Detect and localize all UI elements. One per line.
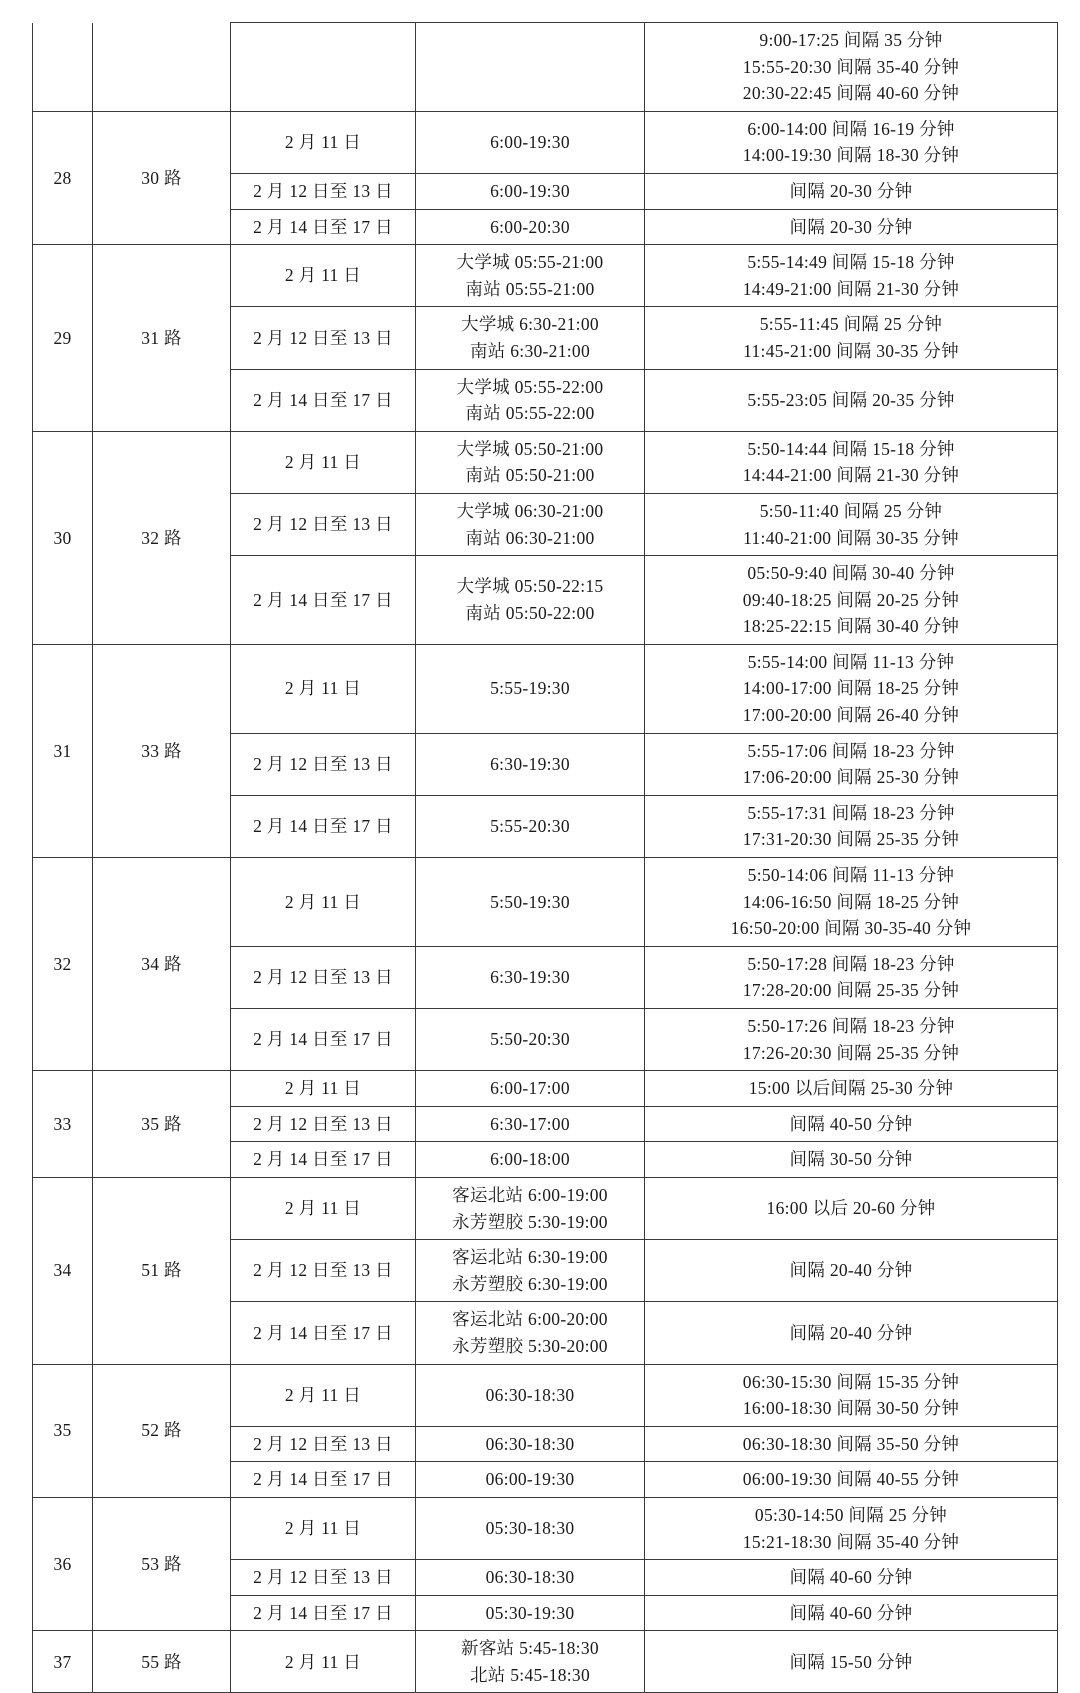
cell-line: 6:30-19:30: [490, 967, 570, 988]
date-cell: [231, 1426, 416, 1462]
cell-line: 间隔 30-50 分钟: [789, 1149, 913, 1170]
cell-line: 2 月 12 日至 13 日: [253, 967, 393, 988]
cell-line: 2 月 11 日: [284, 891, 362, 912]
cell-line: 2 月 14 日至 17 日: [253, 1149, 393, 1170]
interval-cell: [645, 1462, 1058, 1498]
interval-cell: [645, 173, 1058, 209]
cell-line: 大学城 05:50-22:15: [456, 576, 604, 597]
cell-line: 05:30-19:30: [485, 1602, 575, 1623]
cell-line: 05:50-9:40 间隔 30-40 分钟: [747, 563, 955, 584]
cell-line: 间隔 40-60 分钟: [789, 1567, 913, 1588]
interval-cell: [645, 1426, 1058, 1462]
route-name-cell: 53 路: [93, 1497, 231, 1630]
cell-line: 5:55-20:30: [490, 816, 570, 837]
date-cell: [231, 1497, 416, 1559]
interval-cell: [645, 1631, 1058, 1693]
schedule-body: [33, 23, 1058, 1693]
cell-line: 5:55-14:49 间隔 15-18 分钟: [747, 252, 955, 273]
interval-cell: [645, 307, 1058, 369]
date-cell: [231, 1364, 416, 1426]
operating-hours-cell: [416, 1426, 645, 1462]
operating-hours-cell: [416, 1177, 645, 1239]
table-row: [33, 431, 1058, 493]
cell-line: 5:50-20:30: [490, 1029, 570, 1050]
cell-line: 05:30-14:50 间隔 25 分钟: [754, 1504, 948, 1525]
operating-hours-cell: [416, 111, 645, 173]
cell-line: 2 月 14 日至 17 日: [253, 589, 393, 610]
operating-hours-cell: [416, 1009, 645, 1071]
operating-hours-cell: [416, 245, 645, 307]
operating-hours-cell: [416, 1071, 645, 1107]
cell-line: 6:30-19:30: [490, 753, 570, 774]
operating-hours-cell: [416, 1595, 645, 1631]
interval-cell: [645, 946, 1058, 1008]
cell-line: 南站 06:30-21:00: [465, 527, 595, 548]
date-cell: [231, 946, 416, 1008]
cell-line: 2 月 12 日至 13 日: [253, 180, 393, 201]
operating-hours-cell: [416, 644, 645, 733]
date-cell: [231, 431, 416, 493]
cell-line: 2 月 11 日: [284, 1198, 362, 1219]
operating-hours-cell: [416, 1142, 645, 1178]
cell-line: 6:00-20:30: [490, 216, 570, 237]
operating-hours-cell: [416, 1631, 645, 1693]
date-cell: [231, 795, 416, 857]
interval-cell: [645, 1071, 1058, 1107]
row-index-cell: 32: [33, 858, 93, 1071]
cell-line: 06:00-19:30 间隔 40-55 分钟: [742, 1469, 960, 1490]
cell-line: 2 月 12 日至 13 日: [253, 1113, 393, 1134]
interval-cell: [645, 493, 1058, 555]
operating-hours-cell: [416, 1364, 645, 1426]
date-cell: [231, 1009, 416, 1071]
cell-line: 17:26-20:30 间隔 25-35 分钟: [742, 1042, 960, 1063]
route-name-cell: 35 路: [93, 1071, 231, 1178]
table-row: [33, 1177, 1058, 1239]
interval-cell: [645, 1497, 1058, 1559]
cell-line: 大学城 6:30-21:00: [461, 314, 599, 335]
cell-line: 6:00-19:30: [490, 132, 570, 153]
cell-line: 9:00-17:25 间隔 35 分钟: [759, 30, 943, 50]
cell-line: 5:50-17:26 间隔 18-23 分钟: [747, 1016, 955, 1036]
cell-line: 5:55-17:31 间隔 18-23 分钟: [747, 802, 955, 823]
cell-line: 06:30-18:30 间隔 35-50 分钟: [742, 1433, 960, 1454]
row-index-cell: [33, 23, 93, 112]
cell-line: 16:50-20:00 间隔 30-35-40 分钟: [730, 918, 972, 939]
interval-cell: [645, 644, 1058, 733]
table-row: [33, 858, 1058, 947]
cell-line: 5:55-23:05 间隔 20-35 分钟: [747, 389, 955, 410]
cell-line: 2 月 11 日: [284, 265, 362, 286]
interval-cell: [645, 733, 1058, 795]
cell-line: 2 月 11 日: [284, 1518, 362, 1539]
cell-line: 2 月 11 日: [284, 1078, 362, 1099]
cell-line: 大学城 05:55-22:00: [456, 376, 604, 397]
interval-cell: [645, 1106, 1058, 1142]
cell-line: 5:55-14:00 间隔 11-13 分钟: [747, 651, 955, 672]
cell-line: 5:55-17:06 间隔 18-23 分钟: [747, 740, 955, 761]
operating-hours-cell: [416, 556, 645, 645]
cell-line: 5:50-19:30: [490, 891, 570, 912]
operating-hours-cell: [416, 1240, 645, 1302]
date-cell: [231, 1240, 416, 1302]
route-name-cell: 51 路: [93, 1177, 231, 1364]
cell-line: 5:55-19:30: [490, 678, 570, 699]
cell-line: 2 月 14 日至 17 日: [253, 216, 393, 237]
cell-line: 06:00-19:30: [485, 1469, 575, 1490]
cell-line: 客运北站 6:30-19:00: [452, 1247, 608, 1268]
cell-line: 2 月 14 日至 17 日: [253, 1322, 393, 1343]
cell-line: 2 月 12 日至 13 日: [253, 1567, 393, 1588]
cell-line: 间隔 40-50 分钟: [789, 1113, 913, 1134]
interval-cell: [645, 245, 1058, 307]
date-cell: [231, 1560, 416, 1596]
date-cell: [231, 733, 416, 795]
route-name-cell: 31 路: [93, 245, 231, 432]
operating-hours-cell: [416, 369, 645, 431]
cell-line: 2 月 11 日: [284, 678, 362, 699]
operating-hours-cell: [416, 1497, 645, 1559]
operating-hours-cell: [416, 431, 645, 493]
cell-line: 20:30-22:45 间隔 40-60 分钟: [742, 83, 960, 104]
cell-line: 5:50-14:44 间隔 15-18 分钟: [747, 438, 955, 459]
date-cell: [231, 1302, 416, 1364]
cell-line: 06:30-15:30 间隔 15-35 分钟: [742, 1371, 960, 1392]
cell-line: 永芳塑胶 6:30-19:00: [452, 1273, 608, 1294]
cell-line: 永芳塑胶 5:30-20:00: [452, 1335, 608, 1356]
cell-line: 南站 05:55-21:00: [465, 278, 595, 299]
cell-line: 17:00-20:00 间隔 26-40 分钟: [742, 705, 960, 726]
cell-line: 2 月 14 日至 17 日: [253, 1029, 393, 1050]
interval-cell: [645, 1302, 1058, 1364]
cell-line: 6:00-17:00: [490, 1078, 570, 1099]
row-index-cell: 31: [33, 644, 93, 857]
interval-cell: [645, 1142, 1058, 1178]
cell-line: 18:25-22:15 间隔 30-40 分钟: [742, 616, 960, 637]
operating-hours-cell: [416, 946, 645, 1008]
cell-line: 新客站 5:45-18:30: [461, 1638, 599, 1659]
route-name-cell: 30 路: [93, 111, 231, 244]
cell-line: 大学城 06:30-21:00: [456, 500, 604, 521]
row-index-cell: 35: [33, 1364, 93, 1497]
interval-cell: [645, 858, 1058, 947]
cell-line: 15:55-20:30 间隔 35-40 分钟: [742, 56, 960, 77]
date-cell: [231, 369, 416, 431]
cell-line: 2 月 14 日至 17 日: [253, 389, 393, 410]
cell-line: 间隔 40-60 分钟: [789, 1602, 913, 1623]
bus-schedule-table: [32, 22, 1058, 1693]
cell-line: 永芳塑胶 5:30-19:00: [452, 1211, 608, 1232]
row-index-cell: 30: [33, 431, 93, 644]
interval-cell: [645, 23, 1058, 112]
cell-line: 6:00-19:30: [490, 180, 570, 201]
table-row: [33, 1364, 1058, 1426]
cell-line: 间隔 20-40 分钟: [789, 1322, 913, 1343]
cell-line: 间隔 20-30 分钟: [789, 180, 913, 201]
cell-line: 2 月 12 日至 13 日: [253, 1260, 393, 1281]
date-cell: [231, 111, 416, 173]
route-name-cell: 55 路: [93, 1631, 231, 1693]
cell-line: 南站 6:30-21:00: [469, 340, 591, 361]
cell-line: 15:00 以后间隔 25-30 分钟: [748, 1078, 954, 1099]
row-index-cell: 36: [33, 1497, 93, 1630]
cell-line: 17:31-20:30 间隔 25-35 分钟: [742, 829, 960, 850]
operating-hours-cell: [416, 858, 645, 947]
interval-cell: [645, 556, 1058, 645]
cell-line: 14:06-16:50 间隔 18-25 分钟: [742, 891, 960, 912]
cell-line: 17:28-20:00 间隔 25-35 分钟: [742, 980, 960, 1001]
interval-cell: [645, 1009, 1058, 1071]
cell-line: 5:50-17:28 间隔 18-23 分钟: [747, 953, 955, 974]
interval-cell: [645, 431, 1058, 493]
table-row: [33, 1631, 1058, 1693]
row-index-cell: 29: [33, 245, 93, 432]
interval-cell: [645, 1177, 1058, 1239]
date-cell: [231, 1462, 416, 1498]
interval-cell: [645, 795, 1058, 857]
schedule-sheet: [32, 22, 1057, 1693]
cell-line: 2 月 11 日: [284, 1651, 362, 1672]
cell-line: 05:30-18:30: [485, 1518, 575, 1539]
table-row: [33, 111, 1058, 173]
operating-hours-cell: [416, 23, 645, 112]
cell-line: 客运北站 6:00-20:00: [452, 1309, 608, 1330]
operating-hours-cell: [416, 493, 645, 555]
cell-line: 北站 5:45-18:30: [469, 1664, 591, 1685]
cell-line: 14:44-21:00 间隔 21-30 分钟: [742, 465, 960, 486]
date-cell: [231, 556, 416, 645]
cell-line: 间隔 20-40 分钟: [789, 1260, 913, 1281]
route-name-cell: [93, 23, 231, 112]
cell-line: 5:55-11:45 间隔 25 分钟: [759, 314, 943, 335]
cell-line: 2 月 11 日: [284, 452, 362, 473]
interval-cell: [645, 369, 1058, 431]
operating-hours-cell: [416, 795, 645, 857]
cell-line: 5:50-11:40 间隔 25 分钟: [759, 500, 943, 521]
cell-line: 2 月 14 日至 17 日: [253, 816, 393, 837]
date-cell: [231, 1142, 416, 1178]
row-index-cell: 34: [33, 1177, 93, 1364]
cell-line: 14:49-21:00 间隔 21-30 分钟: [742, 278, 960, 299]
table-row: [33, 1497, 1058, 1559]
cell-line: 16:00 以后 20-60 分钟: [766, 1198, 936, 1219]
cell-line: 11:40-21:00 间隔 30-35 分钟: [743, 527, 959, 548]
cell-line: 客运北站 6:00-19:00: [452, 1184, 608, 1205]
operating-hours-cell: [416, 173, 645, 209]
operating-hours-cell: [416, 209, 645, 245]
interval-cell: [645, 209, 1058, 245]
cell-line: 17:06-20:00 间隔 25-30 分钟: [742, 767, 960, 788]
row-index-cell: 33: [33, 1071, 93, 1178]
cell-line: 南站 05:50-22:00: [465, 602, 595, 623]
cell-line: 14:00-17:00 间隔 18-25 分钟: [742, 678, 960, 699]
operating-hours-cell: [416, 307, 645, 369]
cell-line: 11:45-21:00 间隔 30-35 分钟: [743, 340, 959, 361]
cell-line: 2 月 12 日至 13 日: [253, 514, 393, 535]
cell-line: 6:00-14:00 间隔 16-19 分钟: [747, 118, 955, 139]
row-index-cell: 28: [33, 111, 93, 244]
route-name-cell: 32 路: [93, 431, 231, 644]
interval-cell: [645, 1240, 1058, 1302]
date-cell: [231, 644, 416, 733]
cell-line: 2 月 11 日: [284, 132, 362, 153]
date-cell: [231, 493, 416, 555]
date-cell: [231, 858, 416, 947]
date-cell: [231, 1595, 416, 1631]
cell-line: 2 月 12 日至 13 日: [253, 1433, 393, 1454]
route-name-cell: 52 路: [93, 1364, 231, 1497]
cell-line: 2 月 12 日至 13 日: [253, 327, 393, 348]
date-cell: [231, 307, 416, 369]
route-name-cell: 33 路: [93, 644, 231, 857]
date-cell: [231, 209, 416, 245]
cell-line: 14:00-19:30 间隔 18-30 分钟: [742, 145, 960, 166]
date-cell: [231, 1177, 416, 1239]
cell-line: 6:00-18:00: [490, 1149, 570, 1170]
operating-hours-cell: [416, 1462, 645, 1498]
cell-line: 2 月 11 日: [284, 1384, 362, 1405]
cell-line: 09:40-18:25 间隔 20-25 分钟: [742, 589, 960, 610]
cell-line: 间隔 20-30 分钟: [789, 216, 913, 237]
cell-line: 5:50-14:06 间隔 11-13 分钟: [747, 865, 955, 886]
table-row: [33, 644, 1058, 733]
operating-hours-cell: [416, 1560, 645, 1596]
operating-hours-cell: [416, 733, 645, 795]
interval-cell: [645, 1595, 1058, 1631]
cell-line: 大学城 05:55-21:00: [456, 252, 604, 273]
row-index-cell: 37: [33, 1631, 93, 1693]
interval-cell: [645, 111, 1058, 173]
interval-cell: [645, 1364, 1058, 1426]
interval-cell: [645, 1560, 1058, 1596]
cell-line: 6:30-17:00: [490, 1113, 570, 1134]
cell-line: 16:00-18:30 间隔 30-50 分钟: [742, 1398, 960, 1419]
table-row: [33, 245, 1058, 307]
cell-line: 06:30-18:30: [485, 1433, 575, 1454]
date-cell: [231, 1631, 416, 1693]
operating-hours-cell: [416, 1302, 645, 1364]
cell-line: 15:21-18:30 间隔 35-40 分钟: [742, 1531, 960, 1552]
cell-line: 2 月 12 日至 13 日: [253, 753, 393, 774]
cell-line: 南站 05:55-22:00: [465, 403, 595, 424]
date-cell: [231, 1106, 416, 1142]
operating-hours-cell: [416, 1106, 645, 1142]
cell-line: 2 月 14 日至 17 日: [253, 1469, 393, 1490]
cell-line: 间隔 15-50 分钟: [789, 1651, 913, 1672]
date-cell: [231, 173, 416, 209]
route-name-cell: 34 路: [93, 858, 231, 1071]
date-cell: [231, 245, 416, 307]
date-cell: [231, 1071, 416, 1107]
cell-line: 06:30-18:30: [485, 1384, 575, 1405]
cell-line: 06:30-18:30: [485, 1567, 575, 1588]
cell-line: 南站 05:50-21:00: [465, 465, 595, 486]
cell-line: 大学城 05:50-21:00: [456, 438, 604, 459]
table-row: [33, 1071, 1058, 1107]
cell-line: 2 月 14 日至 17 日: [253, 1602, 393, 1623]
date-cell: [231, 23, 416, 112]
table-row-partial: [33, 23, 1058, 112]
